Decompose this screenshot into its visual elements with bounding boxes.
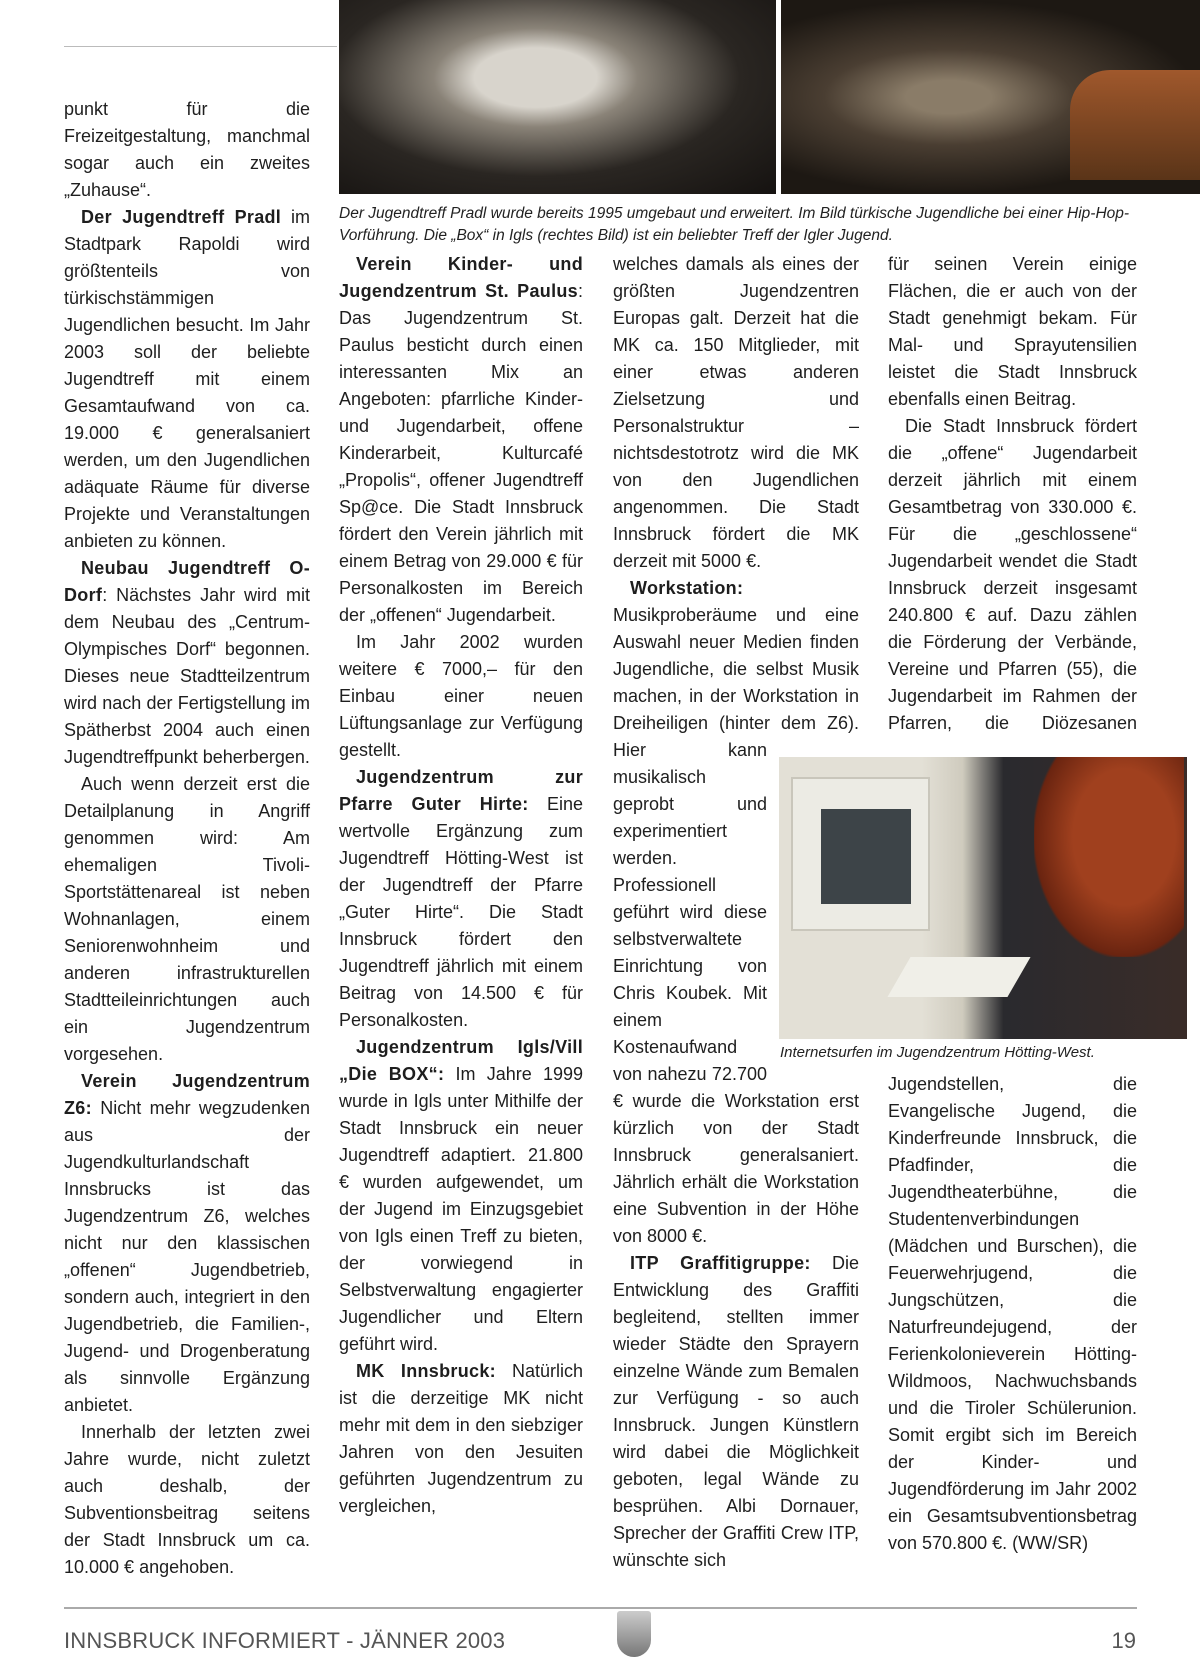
article-column-4 [888,251,1137,1557]
paragraph [64,771,310,1068]
paragraph-heading: Verein Jugendzentrum Z6: [64,1071,310,1118]
paragraph-heading: Der Jugendtreff Pradl [81,207,282,227]
photo-caption-pc: Internetsurfen im Jugendzentrum Hötting-West. [780,1044,1095,1061]
paragraph-heading: Verein Kinder- und Jugendzentrum St. Paulus [339,254,583,301]
footer-publication-title: INNSBRUCK INFORMIERT - JÄNNER 2003 [64,1628,506,1653]
paragraph [64,96,310,204]
paragraph-text: punkt für die Freizeitgestaltung, manchmal sogar auch ein zweites „Zuhause“. [64,99,310,200]
photo-hip-hop-pradl [339,0,776,194]
paragraph-text: Innerhalb der letzten zwei Jahre wurde, nicht zuletzt auch deshalb, der Subventionsbeitrag seitens der Stadt Innsbruck um ca. 10.000 € angehoben. [64,1422,310,1577]
paragraph-text: welches damals als eines der größten Jugendzentren Europas galt. Derzeit hat die MK ca. 150 Mitglieder, mit einer etwas anderen Zielsetzung und Personalstruktur – nichtsdestotrotz wird die MK von den Jugendlichen angenommen. Die Stadt Innsbruck fördert die MK derzeit mit 5000 €. [613,254,859,571]
top-rule [64,46,337,47]
paragraph-heading: Jugendzentrum zur Pfarre Guter Hirte: [339,767,583,814]
paragraph [64,1068,310,1419]
paragraph-text: : Nächstes Jahr wird mit dem Neubau des „Centrum-Olympisches Dorf“ begonnen. Dieses neue Stadtteilzentrum wird nach der Fertigstellung im Spätherbst 2004 auch einen Jugendtreffpunkt beherbergen. [64,585,310,767]
paragraph [339,1034,583,1358]
paragraph [888,251,1137,413]
paragraph [339,251,583,629]
paragraph-text: Die Entwicklung des Graffiti begleitend, stellten immer wieder Städte den Sprayern einzelne Wände zum Bemalen zur Verfügung - so auch Innsbruck. Jungen Künstlern wird dabei die Möglichkeit geboten, legal Wände zu besprühen. Albi Dornauer, Sprecher der Graffiti Crew ITP, wünschte sich [613,1253,860,1570]
paragraph-text: Die Stadt Innsbruck fördert die „offene“ Jugendarbeit derzeit jährlich mit einem Gesamtbetrag von 330.000 €. Für die „geschlossene“ Jugendarbeit wendet die Stadt Innsbruck derzeit insgesamt 240.800 € auf. Dazu zählen die Förderung der Verbände, Vereine und Pfarren (55), die Jugendarbeit im Rahmen der Pfarren, die Diözesanen Jugendstellen, die Evangelische Jugend, die Kinderfreunde Innsbruck, die Pfadfinder, die Jugendtheaterbühne, die Studentenverbindungen (Mädchen und Burschen), die Feuerwehrjugend, die Jungschützen, die Naturfreundejugend, der Ferienkolonieverein Hötting-Wildmoos, Nachwuchsbands und die Tiroler Schülerunion. Somit ergibt sich im Bereich der Kinder- und Jugendförderung im Jahr 2002 ein Gesamtsubventionsbetrag von 570.800 €. (WW/SR) [888,416,1137,1553]
paragraph [339,629,583,764]
paragraph [64,555,310,771]
photo-caption-top: Der Jugendtreff Pradl wurde bereits 1995 umgebaut und erweitert. Im Bild türkische Jugendliche bei einer Hip-Hop-Vorführung. Die „Box“ in Igls (rechtes Bild) ist ein beliebter Treff der Igler Jugend. [339,205,1130,244]
paragraph-text: Eine wertvolle Ergänzung zum Jugendtreff Hötting-West ist der Jugendtreff der Pfarre „Guter Hirte“. Die Stadt Innsbruck fördert den Jugendtreff jährlich mit einem Beitrag von 14.500 € für Personalkosten. [339,794,583,1030]
footer-rule [64,1607,1137,1609]
paragraph-text: Im Jahre 1999 wurde in Igls unter Mithilfe der Stadt Innsbruck ein neuer Jugendtreff adaptiert. 21.800 € wurden aufgewendet, um der Jugend im Einzugsgebiet von Igls einen Treff zu bieten, der vorwiegend in Selbstverwaltung engagierter Jugendlicher und Eltern geführt wird. [339,1064,583,1354]
paragraph-text: Auch wenn derzeit erst die Detailplanung in Angriff genommen wird: Am ehemaligen Tivoli-Sportstättenareal ist neben Wohnanlagen, einem Seniorenwohnheim und anderen infrastrukturellen Stadtteileinrichtungen auch ein Jugendzentrum vorgesehen. [64,774,310,1064]
paragraph-text: für seinen Verein einige Flächen, die er auch von der Stadt genehmigt bekam. Für Mal- und Sprayutensilien leistet die Stadt Innsbruck ebenfalls einen Beitrag. [888,254,1137,409]
paragraph-text: Im Jahr 2002 wurden weitere € 7000,– für den Einbau einer neuen Lüftungsanlage zur Verfügung gestellt. [339,632,583,760]
article-column-2 [339,251,583,1520]
paragraph-text: im Stadtpark Rapoldi wird größtenteils von türkischstämmigen Jugendlichen besucht. Im Jahr 2003 soll der beliebte Jugendtreff mit einem Gesamtaufwand von ca. 19.000 € generalsaniert werden, um den Jugendlichen adäquate Räume für diverse Projekte und Veranstaltungen anbieten zu können. [64,207,310,551]
paragraph-text: Natürlich ist die derzeitige MK nicht mehr mit dem in den siebziger Jahren von den Jesuiten geführten Jugendzentrum zu vergleichen, [339,1361,583,1516]
article-column-3 [613,251,859,1574]
paragraph-heading: ITP Graffitigruppe: [630,1253,811,1273]
paragraph-heading: Workstation: [630,578,744,598]
paragraph [339,764,583,1034]
paragraph-text: : Das Jugendzentrum St. Paulus besticht durch einen interessanten Mix an Angeboten: pfarrliche Kinder- und Jugendarbeit, offene Kinderarbeit, Kulturcafé „Propolis“, offener Jugendtreff Sp@ce. Die Stadt Innsbruck fördert den Verein jährlich mit einem Betrag von 29.000 € für Personalkosten im Bereich der „offenen“ Jugendarbeit. [339,281,583,625]
paragraph-heading: MK Innsbruck: [356,1361,496,1381]
paragraph [64,1419,310,1581]
paragraph [613,251,859,575]
paragraph-heading: Jugendzentrum Igls/Vill „Die BOX“: [339,1037,583,1084]
paragraph-heading: Neubau Jugendtreff O-Dorf [64,558,310,605]
page-number: 19 [1111,1628,1136,1653]
paragraph [339,1358,583,1520]
paragraph-text: Musikproberäume und eine Auswahl neuer Medien finden Jugendliche, die selbst Musik machen, in der Workstation in Dreiheiligen (hinter dem Z6). Hier kann musikalisch geprobt und experimentiert werden. Professionell geführt wird diese selbstverwaltete Einrichtung von Chris Koubek. Mit einem Kostenaufwand von nahezu 72.700 € wurde die Workstation erst kürzlich von der Stadt Innsbruck generalsaniert. Jährlich erhält die Workstation eine Subvention in der Höhe von 8000 €. [613,605,859,1246]
paragraph [613,1250,859,1574]
innsbruck-crest-logo [617,1611,651,1657]
paragraph [64,204,310,555]
article-column-1 [64,96,310,1581]
paragraph-text: Nicht mehr wegzudenken aus der Jugendkulturlandschaft Innsbrucks ist das Jugendzentrum Z6, welches nicht nur den klassischen „offenen“ Jugendbetrieb, sondern auch, integriert in den Jugendbetrieb, die Familien-, Jugend- und Drogenberatung als sinnvolle Ergänzung anbietet. [64,1098,310,1415]
photo-box-igls [781,0,1200,194]
